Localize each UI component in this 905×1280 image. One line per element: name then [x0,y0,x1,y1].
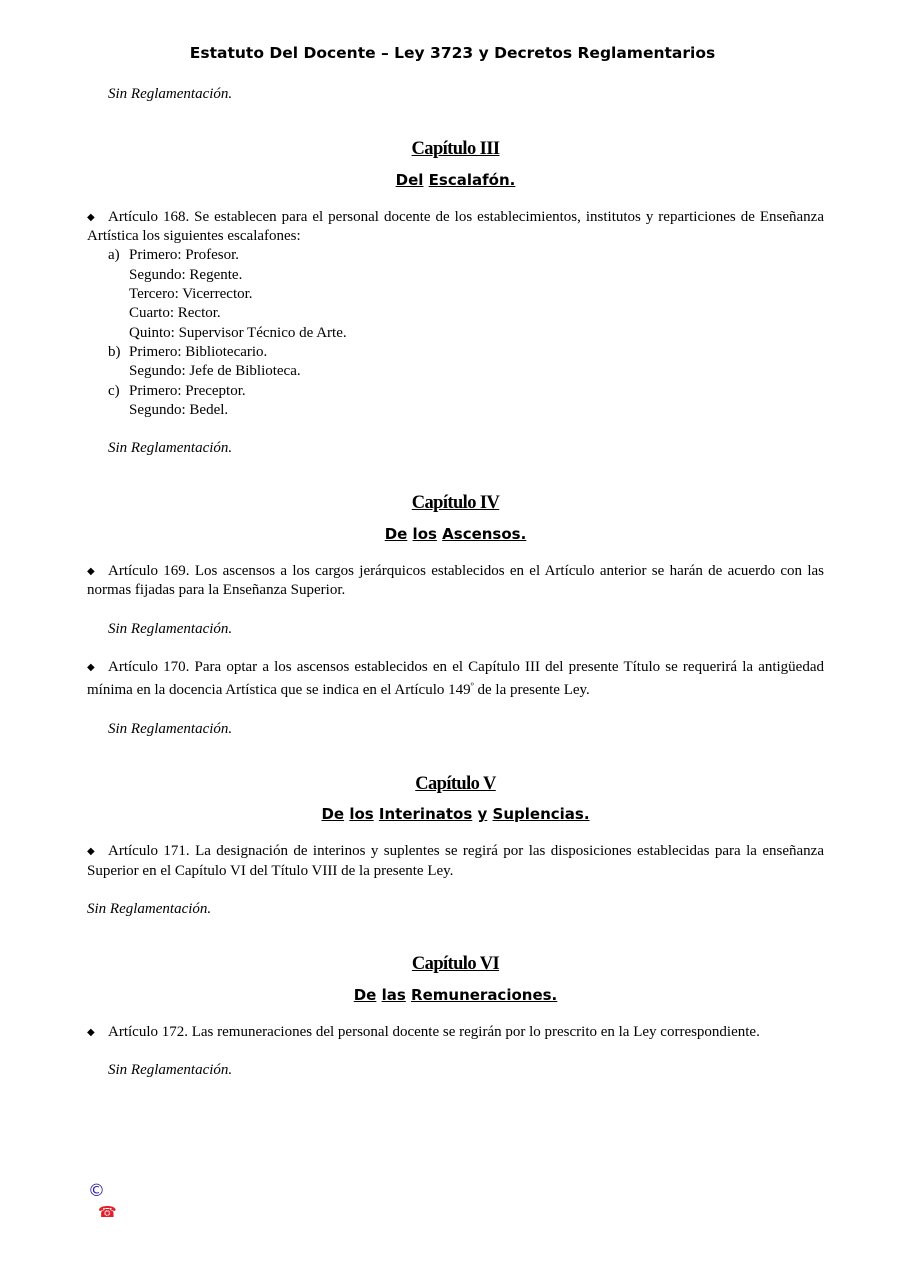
no-regulation-note: Sin Reglamentación. [108,1062,233,1079]
bullet-icon: ◆ [87,661,95,673]
no-regulation-note: Sin Reglamentación. [108,720,233,737]
phone-icon: ☎ [98,1202,117,1221]
footer [88,1180,120,1222]
chapter-title: Capítulo V [415,773,496,794]
list-item: b) Primero: Bibliotecario. Segundo: Jefe de Biblioteca. [108,343,301,380]
section-title: Del Escalafón. [395,170,516,189]
section-title: De las Remuneraciones. [353,985,558,1004]
section-title: De los Ascensos. [384,524,527,543]
article-168: ◆ Artículo 168. Se establecen para el personal docente de los establecimientos, institutos y reparticiones de Enseñanza Artística los siguientes escalafones: [87,208,824,245]
document-body [87,85,824,1081]
article-169: ◆ Artículo 169. Los ascensos a los cargos jerárquicos establecidos en el Artículo anterior se harán de acuerdo con las normas fijadas para la Enseñanza Superior. [87,563,824,599]
article-171: ◆ Artículo 171. La designación de interinos y suplentes se regirá por las disposiciones establecidas para la enseñanza Superior en el Capítulo VI del Título VIII de la presente Ley. [87,843,824,879]
article-170: ◆ Artículo 170. Para optar a los ascensos establecidos en el Capítulo III del presente Título se requerirá la antigüedad mínima en la docencia Artística que se indica en el Artículo $149^º$ de la presente Ley. [87,658,824,699]
chapter-title: Capítulo IV [411,493,500,514]
scale-list [87,246,824,420]
list-item: a) Primero: Profesor. Segundo: Regente. Tercero: Vicerrector. Cuarto: Rector. Quinto: Supervisor Técnico de Arte. [108,247,347,341]
chapter-title: Capítulo III [411,139,500,160]
no-regulation-note: Sin Reglamentación. [87,901,212,918]
chapter-title: Capítulo VI [411,954,500,975]
article-172: ◆ Artículo 172. Las remuneraciones del personal docente se regirán por lo prescrito en la Ley correspondiente. [87,1023,824,1042]
list-item: c) Primero: Preceptor. Segundo: Bedel. [108,382,246,418]
bullet-icon: ◆ [87,211,95,223]
bullet-icon: ◆ [87,1026,95,1038]
copyright-icon: © [88,1180,105,1201]
bullet-icon: ◆ [87,566,95,578]
no-regulation-note: Sin Reglamentación. [108,440,233,457]
no-regulation-note: Sin Reglamentación. [108,620,233,637]
section-title: De los Interinatos y Suplencias. [321,805,590,824]
bullet-icon: ◆ [87,846,95,858]
running-header: Estatuto Del Docente – Ley 3723 y Decretos Reglamentarios [189,44,716,62]
no-regulation-note: Sin Reglamentación. [108,86,233,102]
